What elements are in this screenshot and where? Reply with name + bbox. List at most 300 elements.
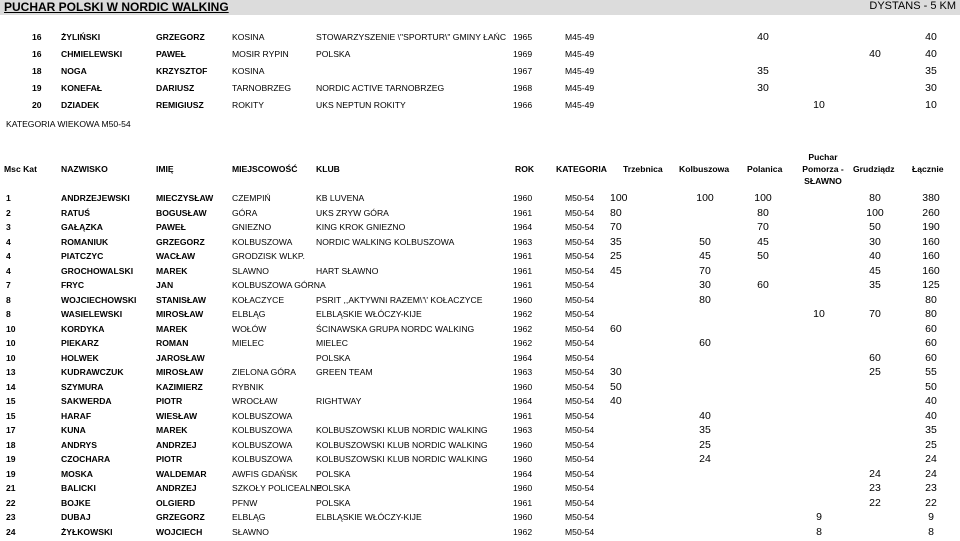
cell-msc: 18: [6, 439, 16, 450]
cell-lacznie: 30: [925, 82, 937, 94]
cell-imie: PIOTR: [156, 396, 183, 406]
cell-nazwisko: KORDYKA: [61, 323, 105, 334]
cell-rok: 1961: [513, 410, 533, 421]
cell-rok: 1961: [513, 497, 533, 508]
distance-label: DYSTANS - 5 KM: [869, 0, 956, 12]
category-title: KATEGORIA WIEKOWA M50-54: [6, 119, 131, 129]
cell-imie: WOJCIECH: [156, 526, 203, 537]
cell-rok: 1962: [513, 309, 533, 319]
cell-kategoria: M50-54: [565, 526, 595, 537]
cell-rok: 1960: [513, 193, 533, 203]
cell-msc: 16: [32, 49, 42, 59]
col-miejscowosc: MIEJSCOWOŚĆ: [232, 164, 298, 174]
cell-nazwisko: RATUŚ: [61, 207, 90, 218]
cell-msc: 10: [6, 352, 16, 363]
cell-lacznie: 160: [922, 250, 940, 262]
col-pomorza-line2: Pomorza -: [802, 164, 844, 174]
cell-kategoria: M50-54: [565, 381, 595, 392]
col-polanica: Polanica: [747, 164, 783, 174]
cell-grudziadz: 80: [869, 192, 881, 204]
cell-grudziadz: 24: [869, 467, 881, 480]
cell-msc: 19: [32, 83, 42, 93]
cell-grudziadz: 30: [869, 235, 881, 248]
cell-imie: WALDEMAR: [156, 468, 207, 479]
cell-grudziadz: 45: [869, 264, 881, 277]
cell-lacznie: 160: [922, 235, 940, 248]
cell-miejscowosc: KOŁACZYCE: [232, 294, 285, 305]
cell-lacznie: 40: [925, 395, 937, 407]
cell-nazwisko: HARAF: [61, 410, 92, 421]
cell-kategoria: M50-54: [565, 468, 595, 479]
cell-kategoria: M50-54: [565, 207, 595, 218]
cell-nazwisko: BALICKI: [61, 483, 96, 493]
cell-lacznie: 60: [925, 351, 937, 364]
cell-kategoria: M50-54: [565, 222, 595, 232]
col-pomorza-line1: Puchar: [808, 152, 838, 162]
cell-klub: RIGHTWAY: [316, 396, 362, 406]
cell-nazwisko: KUDRAWCZUK: [61, 367, 124, 377]
cell-imie: GRZEGORZ: [156, 236, 205, 247]
cell-miejscowosc: ROKITY: [232, 100, 264, 110]
cell-klub: ELBLĄSKIE WŁÓCZY-KIJE: [316, 512, 422, 522]
cell-imie: KRZYSZTOF: [156, 66, 208, 76]
cell-polanica: 100: [754, 192, 772, 204]
cell-klub: POLSKA: [316, 468, 351, 479]
cell-klub: UKS ZRYW GÓRA: [316, 207, 389, 218]
cell-lacznie: 40: [925, 409, 937, 422]
cell-klub: POLSKA: [316, 352, 351, 363]
cell-lacznie: 25: [925, 438, 937, 451]
cell-klub: ELBLĄSKIE WŁÓCZY-KIJE: [316, 309, 422, 319]
cell-msc: 19: [6, 454, 16, 464]
cell-klub: PSRIT ,,AKTYWNI RAZEM\'\' KOŁACZYCE: [316, 294, 483, 305]
cell-miejscowosc: KOLBUSZOWA: [232, 425, 293, 435]
cell-rok: 1961: [513, 280, 533, 290]
cell-msc: 8: [6, 309, 11, 319]
cell-trzebnica: 60: [610, 322, 622, 335]
cell-miejscowosc: CZEMPIŃ: [232, 193, 271, 203]
table-row: [0, 46, 960, 63]
cell-miejscowosc: GRODZISK WLKP.: [232, 251, 305, 261]
cell-kolbuszowa: 80: [699, 293, 711, 306]
cell-pomorza: 8: [816, 525, 822, 538]
cell-lacznie: 260: [922, 206, 940, 219]
cell-kategoria: M50-54: [565, 512, 595, 522]
cell-rok: 1962: [513, 323, 533, 334]
cell-miejscowosc: KOLBUSZOWA: [232, 454, 293, 464]
cell-msc: 17: [6, 425, 16, 435]
cell-kategoria: M50-54: [565, 294, 595, 305]
cell-grudziadz: 70: [869, 308, 881, 320]
cell-grudziadz: 50: [869, 221, 881, 233]
cell-grudziadz: 60: [869, 351, 881, 364]
cell-msc: 15: [6, 396, 16, 406]
cell-msc: 21: [6, 483, 16, 493]
col-imie: IMIĘ: [156, 164, 174, 174]
cell-msc: 7: [6, 280, 11, 290]
cell-imie: GRZEGORZ: [156, 512, 205, 522]
cell-imie: ANDRZEJ: [156, 483, 197, 493]
cell-imie: DARIUSZ: [156, 83, 195, 93]
cell-grudziadz: 22: [869, 496, 881, 509]
cell-msc: 18: [32, 66, 42, 76]
cell-polanica: 80: [757, 206, 769, 219]
cell-miejscowosc: AWFIS GDAŃSK: [232, 468, 298, 479]
cell-imie: JAN: [156, 280, 174, 290]
cell-pomorza: 9: [816, 511, 822, 523]
cell-kategoria: M45-49: [565, 32, 595, 42]
cell-rok: 1960: [513, 512, 533, 522]
cell-kategoria: M50-54: [565, 439, 595, 450]
cell-kategoria: M50-54: [565, 483, 595, 493]
cell-trzebnica: 30: [610, 366, 622, 378]
cell-miejscowosc: PFNW: [232, 497, 258, 508]
cell-imie: MIROSŁAW: [156, 367, 204, 377]
cell-kategoria: M50-54: [565, 280, 595, 290]
cell-lacznie: 80: [925, 308, 937, 320]
cell-lacznie: 23: [925, 482, 937, 494]
cell-lacznie: 60: [925, 322, 937, 335]
col-pomorza-line3: SŁAWNO: [804, 176, 842, 186]
cell-miejscowosc: KOLBUSZOWA: [232, 439, 293, 450]
cell-miejscowosc: KOSINA: [232, 32, 265, 42]
table-header: [0, 148, 960, 190]
cell-rok: 1963: [513, 425, 533, 435]
cell-klub: POLSKA: [316, 497, 351, 508]
cell-klub: NORDIC WALKING KOLBUSZOWA: [316, 236, 455, 247]
cell-miejscowosc: KOSINA: [232, 66, 265, 76]
cell-klub: MIELEC: [316, 338, 348, 348]
cell-imie: JAROSŁAW: [156, 352, 205, 363]
cell-nazwisko: NOGA: [61, 66, 87, 76]
cell-nazwisko: DZIADEK: [61, 100, 100, 110]
cell-miejscowosc: ELBLĄG: [232, 309, 266, 319]
cell-grudziadz: 100: [866, 206, 884, 219]
table-row: [0, 29, 960, 46]
cell-rok: 1962: [513, 526, 533, 537]
col-nazwisko: NAZWISKO: [61, 164, 108, 174]
cell-nazwisko: SZYMURA: [61, 381, 104, 392]
cell-lacznie: 380: [922, 192, 940, 204]
cell-rok: 1964: [513, 468, 533, 479]
cell-klub: POLSKA: [316, 49, 351, 59]
cell-kolbuszowa: 35: [699, 424, 711, 436]
cell-msc: 4: [6, 236, 11, 247]
cell-lacznie: 35: [925, 424, 937, 436]
cell-msc: 16: [32, 32, 42, 42]
cell-imie: MIECZYSŁAW: [156, 193, 214, 203]
cell-polanica: 45: [757, 235, 769, 248]
cell-imie: PAWEŁ: [156, 49, 186, 59]
cell-klub: UKS NEPTUN ROKITY: [316, 100, 406, 110]
cell-polanica: 35: [757, 65, 769, 77]
cell-grudziadz: 35: [869, 279, 881, 291]
col-msc: Msc Kat: [4, 164, 37, 174]
cell-miejscowosc: MOSIR RYPIN: [232, 49, 289, 59]
cell-polanica: 70: [757, 221, 769, 233]
cell-imie: REMIGIUSZ: [156, 100, 204, 110]
cell-nazwisko: ROMANIUK: [61, 236, 109, 247]
cell-msc: 3: [6, 222, 11, 232]
cell-lacznie: 35: [925, 65, 937, 77]
cell-kategoria: M50-54: [565, 265, 595, 276]
cell-kolbuszowa: 30: [699, 279, 711, 291]
cell-lacznie: 24: [925, 453, 937, 465]
cell-rok: 1960: [513, 439, 533, 450]
cell-nazwisko: FRYC: [61, 280, 85, 290]
cell-miejscowosc: RYBNIK: [232, 381, 264, 392]
cell-nazwisko: HOLWEK: [61, 352, 99, 363]
cell-lacznie: 8: [928, 525, 934, 538]
cell-rok: 1961: [513, 265, 533, 276]
cell-imie: MAREK: [156, 265, 188, 276]
cell-kategoria: M50-54: [565, 251, 595, 261]
cell-miejscowosc: MIELEC: [232, 338, 264, 348]
col-lacznie: Łącznie: [912, 164, 944, 174]
cell-lacznie: 55: [925, 366, 937, 378]
cell-miejscowosc: KOLBUSZOWA: [232, 410, 293, 421]
cell-rok: 1960: [513, 381, 533, 392]
cell-trzebnica: 40: [610, 395, 622, 407]
cell-imie: WIESŁAW: [156, 410, 198, 421]
cell-miejscowosc: KOLBUSZOWA GÓRNA: [232, 280, 326, 290]
col-pomorza: [800, 148, 846, 187]
cell-kategoria: M50-54: [565, 338, 595, 348]
cell-nazwisko: KONEFAŁ: [61, 83, 103, 93]
cell-kategoria: M50-54: [565, 425, 595, 435]
cell-trzebnica: 25: [610, 250, 622, 262]
cell-nazwisko: GROCHOWALSKI: [61, 265, 134, 276]
cell-kategoria: M50-54: [565, 454, 595, 464]
table-row: [0, 524, 960, 541]
cell-grudziadz: 25: [869, 366, 881, 378]
cell-lacznie: 50: [925, 380, 937, 393]
cell-rok: 1968: [513, 83, 533, 93]
cell-imie: BOGUSŁAW: [156, 207, 207, 218]
cell-rok: 1960: [513, 483, 533, 493]
cell-imie: STANISŁAW: [156, 294, 206, 305]
cell-miejscowosc: TARNOBRZEG: [232, 83, 292, 93]
cell-kategoria: M50-54: [565, 323, 595, 334]
cell-rok: 1962: [513, 338, 533, 348]
cell-miejscowosc: KOLBUSZOWA: [232, 236, 293, 247]
cell-klub: KOLBUSZOWSKI KLUB NORDIC WALKING: [316, 439, 488, 450]
cell-miejscowosc: GÓRA: [232, 207, 258, 218]
cell-lacznie: 9: [928, 511, 934, 523]
cell-rok: 1960: [513, 454, 533, 464]
cell-rok: 1967: [513, 66, 533, 76]
cell-trzebnica: 50: [610, 380, 622, 393]
cell-nazwisko: ANDRYS: [61, 439, 97, 450]
table-row: [0, 97, 960, 114]
col-kolbuszowa: Kolbuszowa: [679, 164, 730, 174]
cell-nazwisko: ŻYLIŃSKI: [61, 32, 101, 42]
page-title: PUCHAR POLSKI W NORDIC WALKING: [4, 0, 229, 14]
cell-pomorza: 10: [813, 99, 825, 111]
cell-imie: MAREK: [156, 425, 188, 435]
cell-kategoria: M45-49: [565, 83, 595, 93]
cell-rok: 1964: [513, 222, 533, 232]
cell-grudziadz: 40: [869, 250, 881, 262]
cell-imie: WACŁAW: [156, 251, 196, 261]
cell-miejscowosc: WOŁÓW: [232, 323, 267, 334]
cell-imie: GRZEGORZ: [156, 32, 205, 42]
cell-msc: 10: [6, 338, 16, 348]
cell-rok: 1964: [513, 396, 533, 406]
cell-imie: PIOTR: [156, 454, 183, 464]
cell-nazwisko: MOSKA: [61, 468, 93, 479]
cell-imie: KAZIMIERZ: [156, 381, 203, 392]
cell-rok: 1960: [513, 294, 533, 305]
cell-miejscowosc: SŁAWNO: [232, 526, 269, 537]
cell-rok: 1961: [513, 251, 533, 261]
cell-klub: KOLBUSZOWSKI KLUB NORDIC WALKING: [316, 454, 488, 464]
cell-polanica: 60: [757, 279, 769, 291]
col-trzebnica: Trzebnica: [623, 164, 663, 174]
cell-trzebnica: 100: [610, 192, 628, 204]
cell-klub: POLSKA: [316, 483, 351, 493]
col-kategoria: KATEGORIA: [556, 164, 607, 174]
cell-msc: 23: [6, 512, 16, 522]
cell-nazwisko: GAŁĄZKA: [61, 222, 104, 232]
cell-miejscowosc: SLAWNO: [232, 265, 269, 276]
cell-msc: 14: [6, 381, 16, 392]
cell-rok: 1963: [513, 367, 533, 377]
cell-lacznie: 125: [922, 279, 940, 291]
cell-klub: STOWARZYSZENIE \"SPORTUR\" GMINY ŁAŃC: [316, 32, 507, 42]
col-klub: KLUB: [316, 164, 340, 174]
cell-lacznie: 160: [922, 264, 940, 277]
table-row: [0, 63, 960, 80]
cell-kategoria: M50-54: [565, 352, 595, 363]
cell-rok: 1961: [513, 207, 533, 218]
cell-polanica: 40: [757, 31, 769, 43]
cell-kolbuszowa: 100: [696, 192, 714, 204]
cell-msc: 20: [32, 100, 42, 110]
cell-trzebnica: 70: [610, 221, 622, 233]
cell-klub: ŚCINAWSKA GRUPA NORDC WALKING: [316, 323, 475, 334]
cell-msc: 19: [6, 468, 16, 479]
cell-lacznie: 10: [925, 99, 937, 111]
table-row: [0, 80, 960, 97]
cell-kolbuszowa: 60: [699, 337, 711, 349]
cell-kolbuszowa: 24: [699, 453, 711, 465]
cell-kategoria: M45-49: [565, 66, 595, 76]
cell-nazwisko: BOJKE: [61, 497, 91, 508]
cell-klub: KING KROK GNIEZNO: [316, 222, 406, 232]
cell-kolbuszowa: 45: [699, 250, 711, 262]
cell-msc: 2: [6, 207, 11, 218]
cell-lacznie: 60: [925, 337, 937, 349]
cell-nazwisko: ANDRZEJEWSKI: [61, 193, 130, 203]
cell-nazwisko: DUBAJ: [61, 512, 91, 522]
cell-nazwisko: WOJCIECHOWSKI: [61, 294, 137, 305]
cell-klub: KOLBUSZOWSKI KLUB NORDIC WALKING: [316, 425, 488, 435]
cell-kategoria: M50-54: [565, 236, 595, 247]
cell-msc: 24: [6, 526, 16, 537]
cell-nazwisko: CHMIELEWSKI: [61, 49, 123, 59]
cell-imie: MIROSŁAW: [156, 309, 204, 319]
cell-nazwisko: SAKWERDA: [61, 396, 112, 406]
cell-msc: 8: [6, 294, 11, 305]
cell-nazwisko: ŻYŁKOWSKI: [61, 526, 113, 537]
cell-nazwisko: KUNA: [61, 425, 86, 435]
cell-rok: 1969: [513, 49, 533, 59]
col-grudziadz: Grudziądz: [853, 164, 895, 174]
page-header: [0, 0, 960, 15]
cell-nazwisko: WASIELEWSKI: [61, 309, 123, 319]
cell-msc: 15: [6, 410, 16, 421]
cell-kategoria: M45-49: [565, 100, 595, 110]
cell-lacznie: 190: [922, 221, 940, 233]
cell-nazwisko: CZOCHARA: [61, 454, 111, 464]
cell-msc: 10: [6, 323, 16, 334]
cell-miejscowosc: ELBLĄG: [232, 512, 266, 522]
cell-msc: 4: [6, 265, 11, 276]
cell-rok: 1966: [513, 100, 533, 110]
cell-imie: ANDRZEJ: [156, 439, 197, 450]
cell-imie: MAREK: [156, 323, 188, 334]
cell-polanica: 50: [757, 250, 769, 262]
cell-kolbuszowa: 40: [699, 409, 711, 422]
cell-miejscowosc: GNIEZNO: [232, 222, 272, 232]
cell-msc: 4: [6, 251, 11, 261]
cell-imie: ROMAN: [156, 338, 189, 348]
cell-trzebnica: 35: [610, 235, 622, 248]
cell-klub: NORDIC ACTIVE TARNOBRZEG: [316, 83, 445, 93]
cell-kategoria: M45-49: [565, 49, 595, 59]
cell-grudziadz: 40: [869, 48, 881, 60]
cell-pomorza: 10: [813, 308, 825, 320]
cell-kategoria: M50-54: [565, 396, 595, 406]
cell-polanica: 30: [757, 82, 769, 94]
cell-rok: 1964: [513, 352, 533, 363]
cell-msc: 1: [6, 193, 11, 203]
cell-rok: 1965: [513, 32, 533, 42]
cell-miejscowosc: SZKOŁY POLICEALNE: [232, 483, 323, 493]
cell-klub: GREEN TEAM: [316, 367, 373, 377]
cell-miejscowosc: WROCŁAW: [232, 396, 278, 406]
cell-imie: OLGIERD: [156, 497, 196, 508]
cell-kategoria: M50-54: [565, 367, 595, 377]
cell-lacznie: 22: [925, 496, 937, 509]
cell-klub: KB LUVENA: [316, 193, 365, 203]
cell-kolbuszowa: 70: [699, 264, 711, 277]
cell-imie: PAWEŁ: [156, 222, 186, 232]
col-rok: ROK: [515, 164, 535, 174]
cell-lacznie: 40: [925, 31, 937, 43]
cell-trzebnica: 45: [610, 264, 622, 277]
cell-msc: 13: [6, 367, 16, 377]
cell-kolbuszowa: 25: [699, 438, 711, 451]
cell-miejscowosc: ZIELONA GÓRA: [232, 367, 296, 377]
cell-lacznie: 24: [925, 467, 937, 480]
cell-msc: 22: [6, 497, 16, 508]
cell-kolbuszowa: 50: [699, 235, 711, 248]
cell-klub: HART SŁAWNO: [316, 265, 379, 276]
cell-nazwisko: PIEKARZ: [61, 338, 99, 348]
cell-grudziadz: 23: [869, 482, 881, 494]
cell-kategoria: M50-54: [565, 410, 595, 421]
cell-lacznie: 80: [925, 293, 937, 306]
cell-lacznie: 40: [925, 48, 937, 60]
cell-nazwisko: PIATCZYC: [61, 251, 104, 261]
cell-kategoria: M50-54: [565, 309, 595, 319]
cell-kategoria: M50-54: [565, 193, 595, 203]
cell-kategoria: M50-54: [565, 497, 595, 508]
cell-trzebnica: 80: [610, 206, 622, 219]
cell-rok: 1963: [513, 236, 533, 247]
